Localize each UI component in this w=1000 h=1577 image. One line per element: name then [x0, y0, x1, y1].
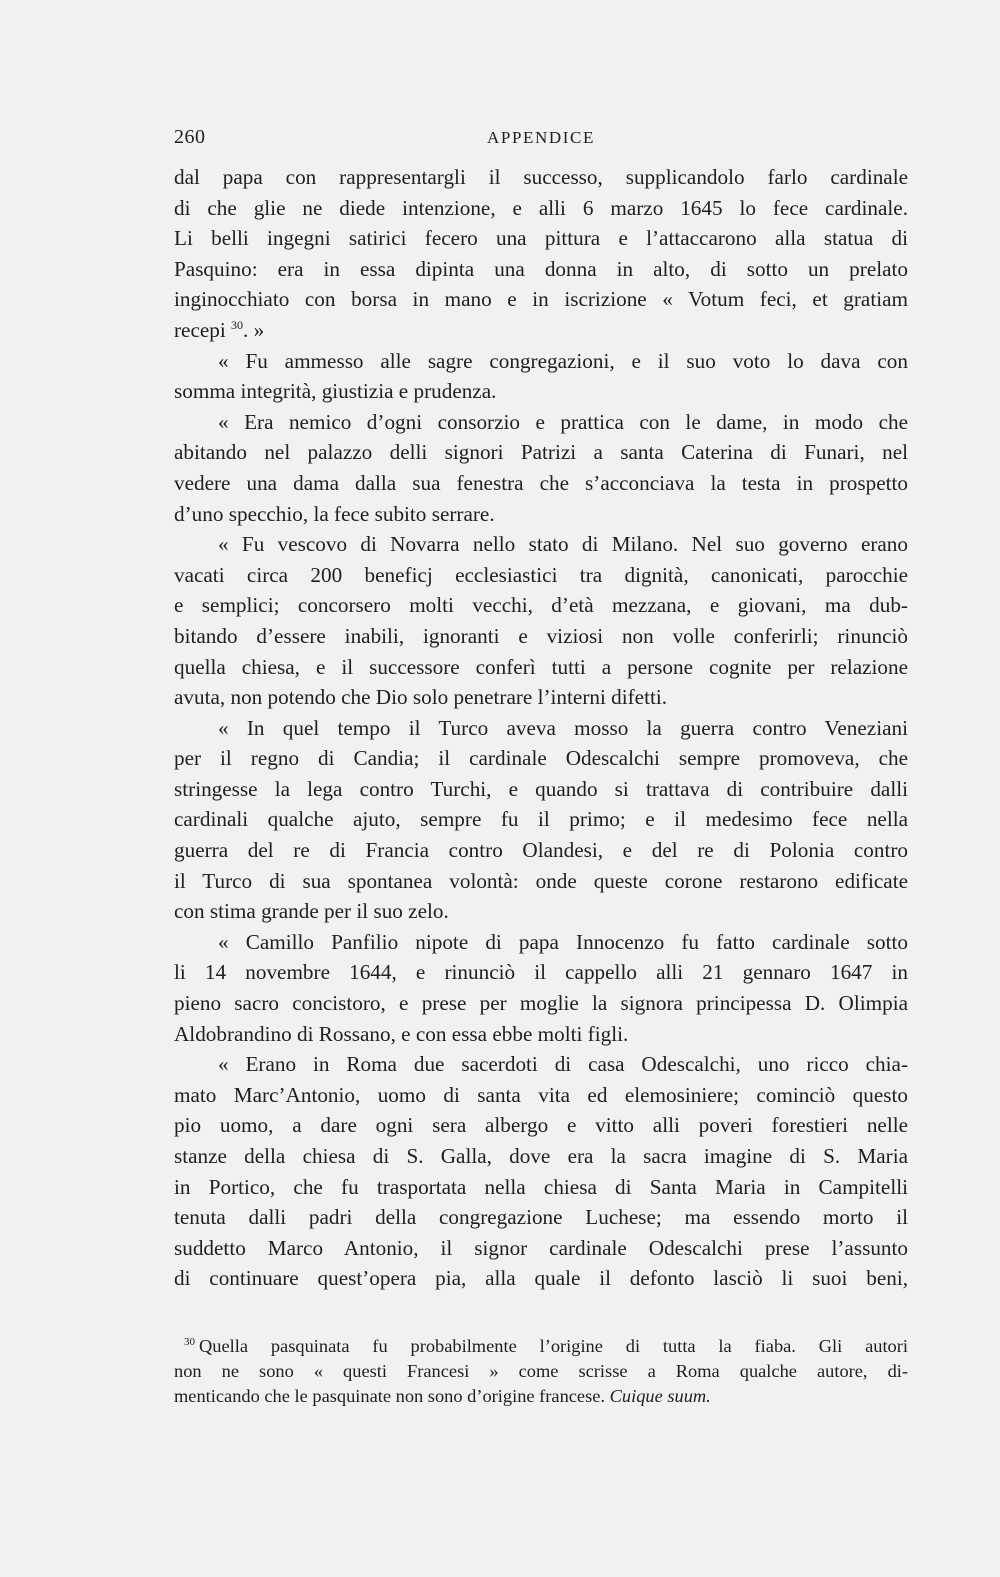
running-head — [174, 126, 908, 160]
text-line: guerra del re di Francia contro Olandesi, e del re di Polonia contro — [174, 838, 908, 863]
text-fragment: recepi — [174, 317, 226, 342]
text-line: stringesse la lega contro Turchi, e quando si trattava di contribuire dalli — [174, 776, 908, 801]
text-line: vedere una dama dalla sua fenestra che s’acconciava la testa in prospetto — [174, 470, 908, 495]
text-line: « Era nemico d’ogni consorzio e prattica con le dame, in modo che — [218, 409, 908, 434]
text-line: « Erano in Roma due sacerdoti di casa Odescalchi, uno ricco chia- — [218, 1052, 908, 1077]
text-line: Pasquino: era in essa dipinta una donna in alto, di sotto un prelato — [174, 256, 908, 281]
footnote-text: Quella pasquinata fu probabilmente l’origine di tutta la fiaba. Gli autori — [199, 1335, 908, 1356]
footnote-text: menticando che le pasquinate non sono d’origine francese. — [174, 1385, 606, 1406]
text-line: « Fu vescovo di Novarra nello stato di Milano. Nel suo governo erano — [218, 532, 908, 557]
footnote-line: non ne sono « questi Francesi » come scrisse a Roma qualche autore, di- — [174, 1360, 908, 1381]
text-line: bitando d’essere inabili, ignoranti e viziosi non volle conferirli; rinunciò — [174, 623, 908, 648]
text-line: li 14 novembre 1644, e rinunciò il cappello alli 21 gennaro 1647 in — [174, 960, 908, 985]
text-line — [174, 315, 908, 346]
text-line: suddetto Marco Antonio, il signor cardinale Odescalchi prese l’assunto — [174, 1235, 908, 1260]
footnote-number: 30 — [184, 1335, 195, 1348]
body-text — [174, 162, 908, 1294]
text-line: inginocchiato con borsa in mano e in iscrizione « Votum feci, et gratiam — [174, 287, 908, 312]
text-line: il Turco di sua spontanea volontà: onde queste corone restarono edificate — [174, 868, 908, 893]
footnote-marker: 30 — [231, 317, 244, 332]
page-number: 260 — [174, 126, 206, 148]
text-line: « Camillo Panfilio nipote di papa Innocenzo fu fatto cardinale sotto — [218, 929, 908, 954]
text-line: pieno sacro concistoro, e prese per moglie la signora principessa D. Olimpia — [174, 991, 908, 1016]
text-line: mato Marc’Antonio, uomo di santa vita ed elemosiniere; cominciò questo — [174, 1082, 908, 1107]
text-line: stanze della chiesa di S. Galla, dove era la sacra imagine di S. Maria — [174, 1144, 908, 1168]
text-line: quella chiesa, e il successore conferì tutti a persone cognite per relazione — [174, 654, 908, 679]
text-line: Aldobrandino di Rossano, e con essa ebbe molti figli. — [174, 1021, 629, 1046]
text-line: avuta, non potendo che Dio solo penetrare l’interni difetti. — [174, 685, 668, 710]
footnote-line — [174, 1334, 908, 1359]
text-line: tenuta dalli padri della congregazione Luchese; ma essendo morto il — [174, 1205, 908, 1230]
text-line: vacati circa 200 beneficj ecclesiastici tra dignità, canonicati, parocchie — [174, 562, 908, 587]
text-line: pio uomo, a dare ogni sera albergo e vitto alli poveri forestieri nelle — [174, 1113, 908, 1138]
text-line: cardinali qualche ajuto, sempre fu il primo; e il medesimo fece nella — [174, 807, 908, 832]
text-line: in Portico, che fu trasportata nella chiesa di Santa Maria in Campitelli — [174, 1174, 908, 1199]
text-line: dal papa con rappresentargli il successo, supplicandolo farlo cardinale — [174, 165, 908, 189]
text-line: di continuare quest’opera pia, alla quale il defonto lasciò li suoi beni, — [174, 1266, 908, 1291]
running-title: APPENDICE — [487, 128, 595, 147]
footnotes — [174, 1334, 908, 1409]
text-line: di che glie ne diede intenzione, e alli 6 marzo 1645 lo fece cardinale. — [174, 195, 908, 220]
text-line: Li belli ingegni satirici fecero una pittura e l’attaccarono alla statua di — [174, 226, 908, 251]
text-line: e semplici; concorsero molti vecchi, d’età mezzana, e giovani, ma dub- — [174, 593, 908, 618]
text-fragment: . » — [243, 317, 265, 342]
footnote-italic-text: Cuique suum. — [609, 1385, 711, 1406]
text-line: « In quel tempo il Turco aveva mosso la guerra contro Veneziani — [218, 715, 908, 740]
text-line: « Fu ammesso alle sagre congregazioni, e il suo voto lo dava con — [218, 348, 908, 373]
text-line: con stima grande per il suo zelo. — [174, 899, 449, 924]
text-line: d’uno specchio, la fece subito serrare. — [174, 501, 495, 526]
text-line: somma integrità, giustizia e prudenza. — [174, 379, 497, 404]
text-line: abitando nel palazzo delli signori Patrizi a santa Caterina di Funari, nel — [174, 440, 908, 465]
footnote-line — [174, 1384, 908, 1409]
text-line: per il regno di Candia; il cardinale Odescalchi sempre promoveva, che — [174, 746, 908, 771]
